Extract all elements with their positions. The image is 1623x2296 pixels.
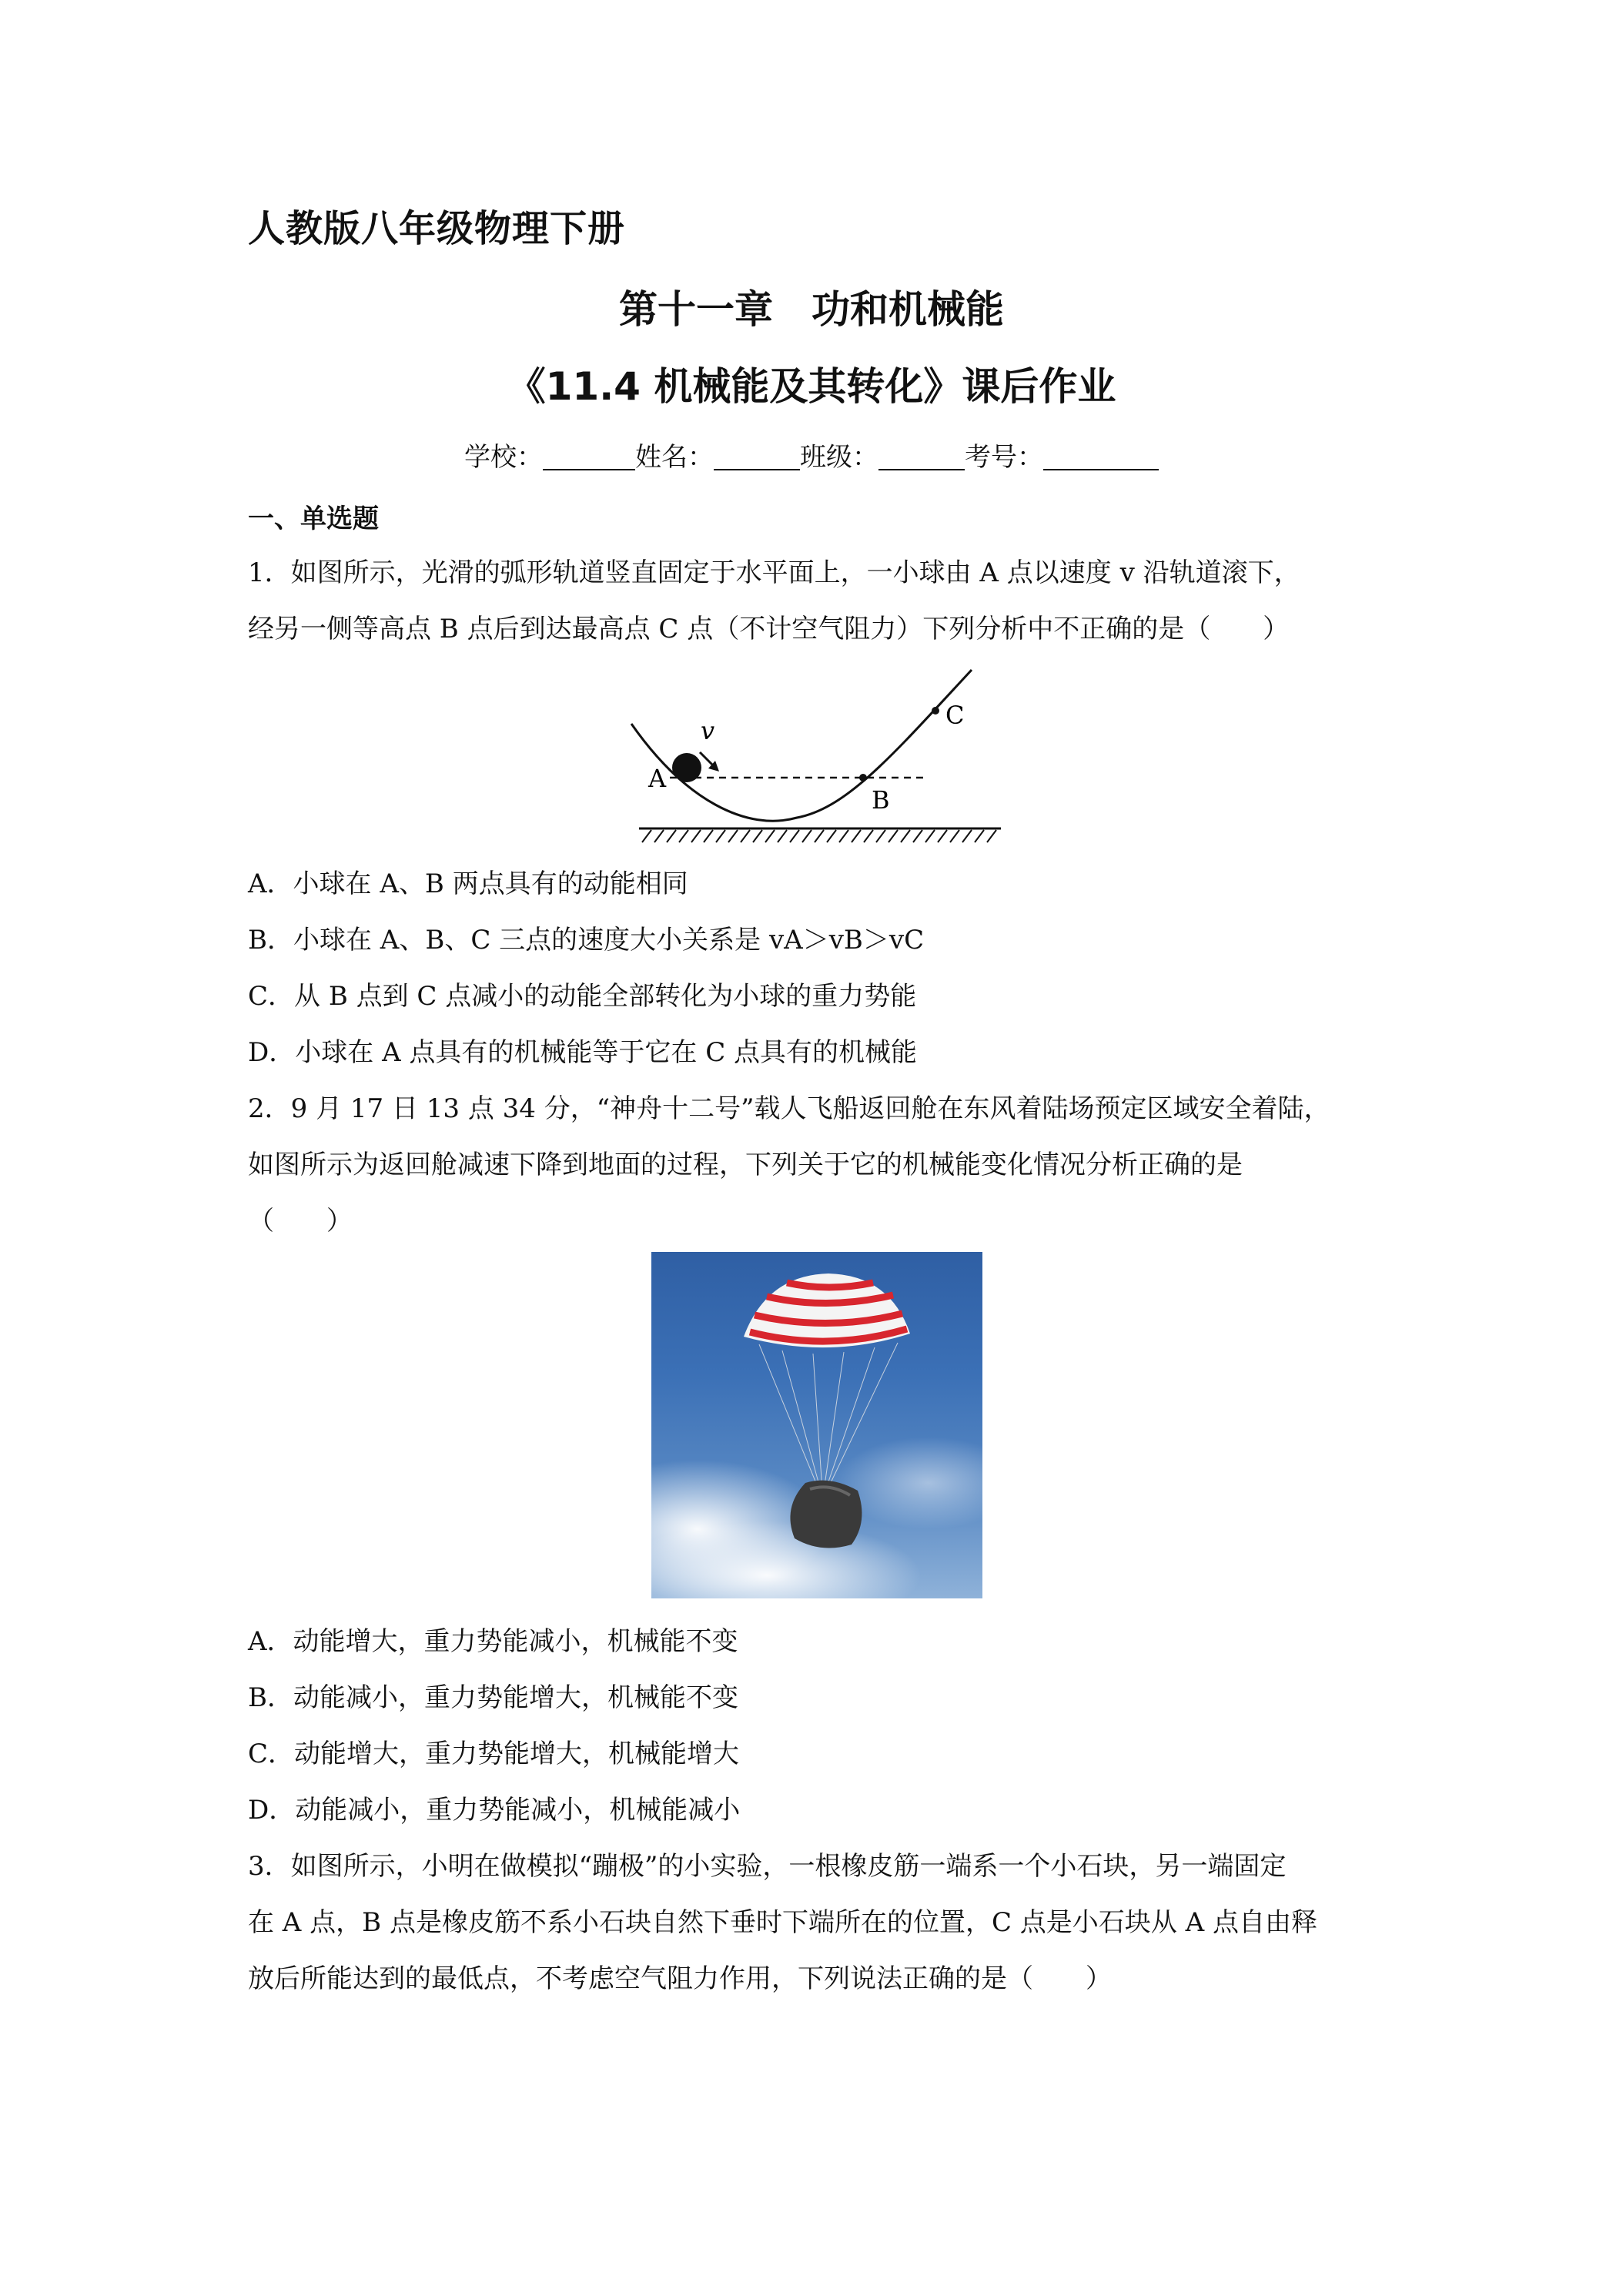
point-b xyxy=(859,774,867,782)
point-c xyxy=(932,707,939,715)
q3-line3: 放后所能达到的最低点，不考虑空气阻力作用，下列说法正确的是（ ） xyxy=(248,1963,1112,1994)
book-title: 人教版八年级物理下册 xyxy=(248,207,626,250)
q2-option-a: A．动能增大，重力势能减小，机械能不变 xyxy=(248,1626,738,1657)
class-label: 班级： xyxy=(800,442,878,473)
q1-option-a: A．小球在 A、B 两点具有的动能相同 xyxy=(248,869,688,899)
q3-line2: 在 A 点，B 点是橡皮筋不系小石块自然下垂时下端所在的位置，C 点是小石块从 A 点自由释 xyxy=(248,1907,1317,1938)
number-blank xyxy=(1043,446,1159,470)
label-a: A xyxy=(648,764,667,793)
q2-option-d: D．动能减小，重力势能减小，机械能减小 xyxy=(248,1795,741,1826)
student-info-fields xyxy=(0,436,1623,474)
curved-track xyxy=(631,670,972,821)
section-heading: 一、单选题 xyxy=(248,504,379,534)
lesson-title: 《11.4 机械能及其转化》课后作业 xyxy=(507,364,1116,409)
q2-line2: 如图所示为返回舱减速下降到地面的过程，下列关于它的机械能变化情况分析正确的是 xyxy=(248,1150,1243,1180)
ball xyxy=(672,753,701,782)
label-c: C xyxy=(945,701,965,730)
track-diagram xyxy=(616,662,1016,847)
return-capsule xyxy=(790,1481,862,1548)
number-label: 考号： xyxy=(965,442,1043,473)
q3-line1: 3．如图所示，小明在做模拟“蹦极”的小实验，一根橡皮筋一端系一个小石块，另一端固定 xyxy=(248,1851,1287,1882)
q2-option-b: B．动能减小，重力势能增大，机械能不变 xyxy=(248,1682,738,1713)
name-blank xyxy=(714,446,800,470)
label-v: v xyxy=(701,716,715,745)
q1-option-c: C．从 B 点到 C 点减小的动能全部转化为小球的重力势能 xyxy=(248,981,917,1012)
q2-line1: 2．9 月 17 日 13 点 34 分，“神舟十二号”载人飞船返回舱在东风着陆场预定区域安全着陆， xyxy=(248,1093,1330,1124)
q1-option-b: B．小球在 A、B、C 三点的速度大小关系是 vA＞vB＞vC xyxy=(248,925,925,956)
class-blank xyxy=(878,446,965,470)
q1-line1: 1．如图所示，光滑的弧形轨道竖直固定于水平面上，一小球由 A 点以速度 v 沿轨道滚下， xyxy=(248,557,1300,588)
chapter-title: 第十一章 功和机械能 xyxy=(619,287,1004,332)
q1-option-d: D．小球在 A 点具有的机械能等于它在 C 点具有的机械能 xyxy=(248,1037,918,1068)
q2-line3: （ ） xyxy=(248,1206,353,1237)
cloud xyxy=(651,1521,921,1598)
label-b: B xyxy=(872,785,890,815)
q1-line2: 经另一侧等高点 B 点后到达最高点 C 点（不计空气阻力）下列分析中不正确的是（ ） xyxy=(248,614,1290,644)
school-label: 学校： xyxy=(464,442,543,473)
photo-illustration xyxy=(651,1252,982,1598)
capsule-parachute-photo xyxy=(651,1252,982,1598)
school-blank xyxy=(543,446,635,470)
ground-hatching xyxy=(642,830,996,842)
q2-option-c: C．动能增大，重力势能增大，机械能增大 xyxy=(248,1739,740,1769)
name-label: 姓名： xyxy=(635,442,714,473)
